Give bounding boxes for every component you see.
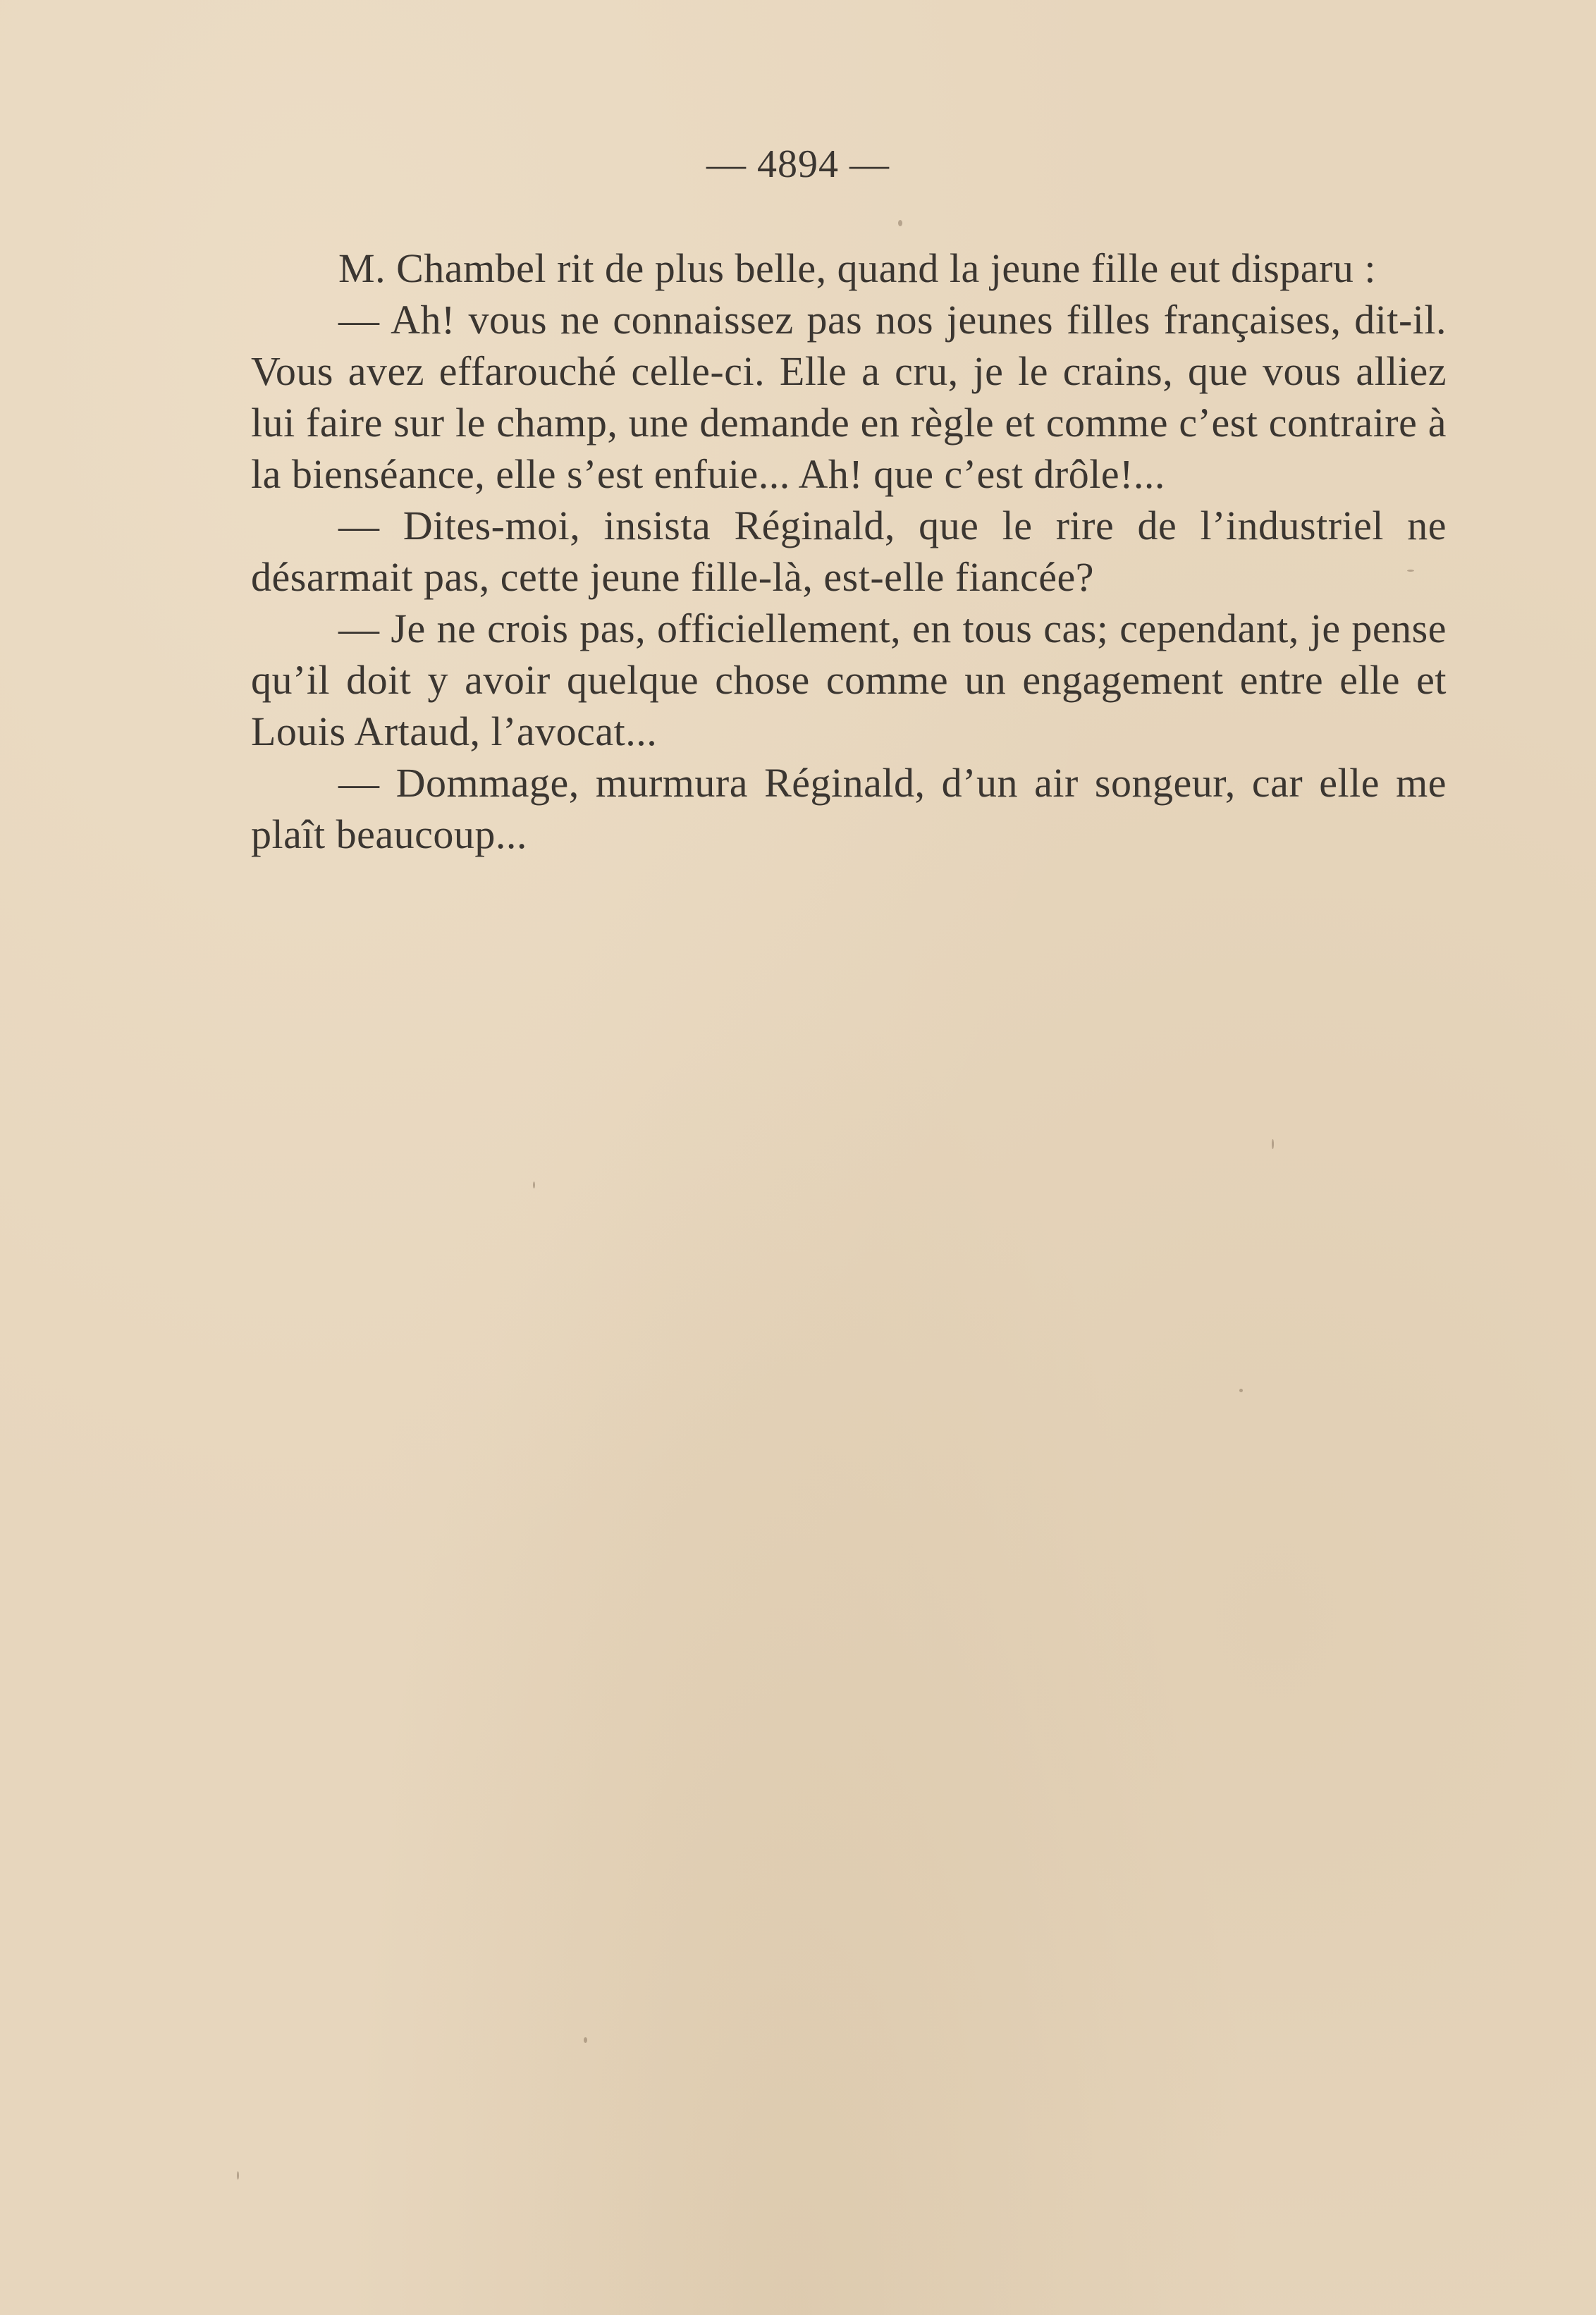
paper-speck xyxy=(898,220,902,226)
page-text xyxy=(251,242,1447,860)
paragraph: — Dites-moi, insista Réginald, que le rire de l’industriel ne désarmait pas, cette jeune fille-là, est-elle fiancée? xyxy=(251,503,1447,600)
page-number: — 4894 — xyxy=(706,142,890,186)
paper-speck xyxy=(1272,1139,1274,1149)
paper-speck xyxy=(1407,570,1414,572)
paragraph: — Je ne crois pas, officiellement, en tous cas; cependant, je pense qu’il doit y avoir quelque chose comme un engagement entre elle et Louis Artaud, l’avocat... xyxy=(251,606,1447,754)
paper-speck xyxy=(533,1181,535,1189)
paper-speck xyxy=(584,2037,587,2043)
paper-speck xyxy=(1239,1389,1243,1392)
paragraph: — Ah! vous ne connaissez pas nos jeunes filles françaises, dit-il. Vous avez effarouché celle-ci. Elle a cru, je le crains, que vous alliez lui faire sur le champ, une demande en règle et comme c’est contraire à la bienséance, elle s’est enfuie... Ah! que c’est drôle!... xyxy=(251,297,1447,497)
paragraph: — Dommage, murmura Réginald, d’un air songeur, car elle me plaît beaucoup... xyxy=(251,760,1447,857)
paper-speck xyxy=(237,2171,239,2180)
paragraph: M. Chambel rit de plus belle, quand la jeune fille eut disparu : xyxy=(338,245,1376,291)
